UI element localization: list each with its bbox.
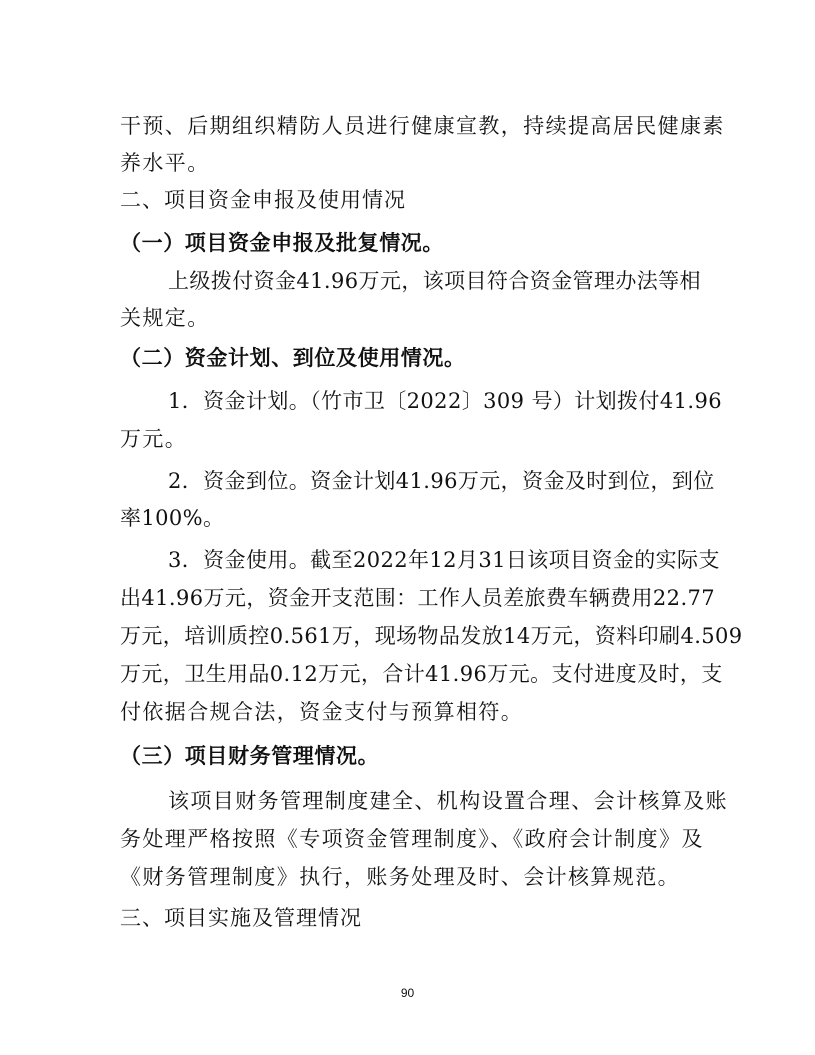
- page-number: 90: [400, 986, 415, 1000]
- subsection-1-body-line-1: 上级拨付资金41.96万元，该项目符合资金管理办法等相: [168, 269, 701, 293]
- subsection-3-body-line-3: 《财务管理制度》执行，账务处理及时、会计核算规范。: [120, 865, 680, 889]
- subsection-3-body-line-2: 务处理严格按照《专项资金管理制度》、《政府会计制度》及: [120, 827, 704, 851]
- section-3-heading: 三、项目实施及管理情况: [120, 906, 362, 930]
- item-2-line-1: 2．资金到位。资金计划41.96万元，资金及时到位，到位: [168, 469, 715, 493]
- subsection-3-body-line-1: 该项目财务管理制度建全、机构设置合理、会计核算及账: [168, 789, 728, 813]
- subsection-2-heading: （二）资金计划、到位及使用情况。: [120, 345, 466, 370]
- item-3-line-4: 万元，卫生用品0.12万元，合计41.96万元。支付进度及时，支: [120, 662, 723, 686]
- item-3-line-5: 付依据合规合法，资金支付与预算相符。: [120, 700, 524, 724]
- subsection-3-heading: （三）项目财务管理情况。: [120, 743, 380, 768]
- item-3-line-2: 出41.96万元，资金开支范围：工作人员差旅费车辆费用22.77: [120, 586, 716, 610]
- subsection-1-body-line-2: 关规定。: [120, 306, 210, 330]
- item-3-line-3: 万元，培训质控0.561万，现场物品发放14万元，资料印刷4.509: [120, 624, 743, 648]
- item-1-line-2: 万元。: [120, 427, 188, 451]
- section-2-heading: 二、项目资金申报及使用情况: [120, 188, 406, 212]
- subsection-1-heading: （一）项目资金申报及批复情况。: [120, 230, 444, 255]
- intro-paragraph-line-2: 养水平。: [120, 151, 210, 175]
- item-3-line-1: 3．资金使用。截至2022年12月31日该项目资金的实际支: [168, 548, 720, 572]
- intro-paragraph-line-1: 干预、后期组织精防人员进行健康宣教，持续提高居民健康素: [120, 114, 725, 138]
- item-1-line-1: 1．资金计划。（竹市卫〔2022〕309 号）计划拨付41.96: [168, 389, 722, 413]
- item-2-line-2: 率100%。: [120, 506, 225, 530]
